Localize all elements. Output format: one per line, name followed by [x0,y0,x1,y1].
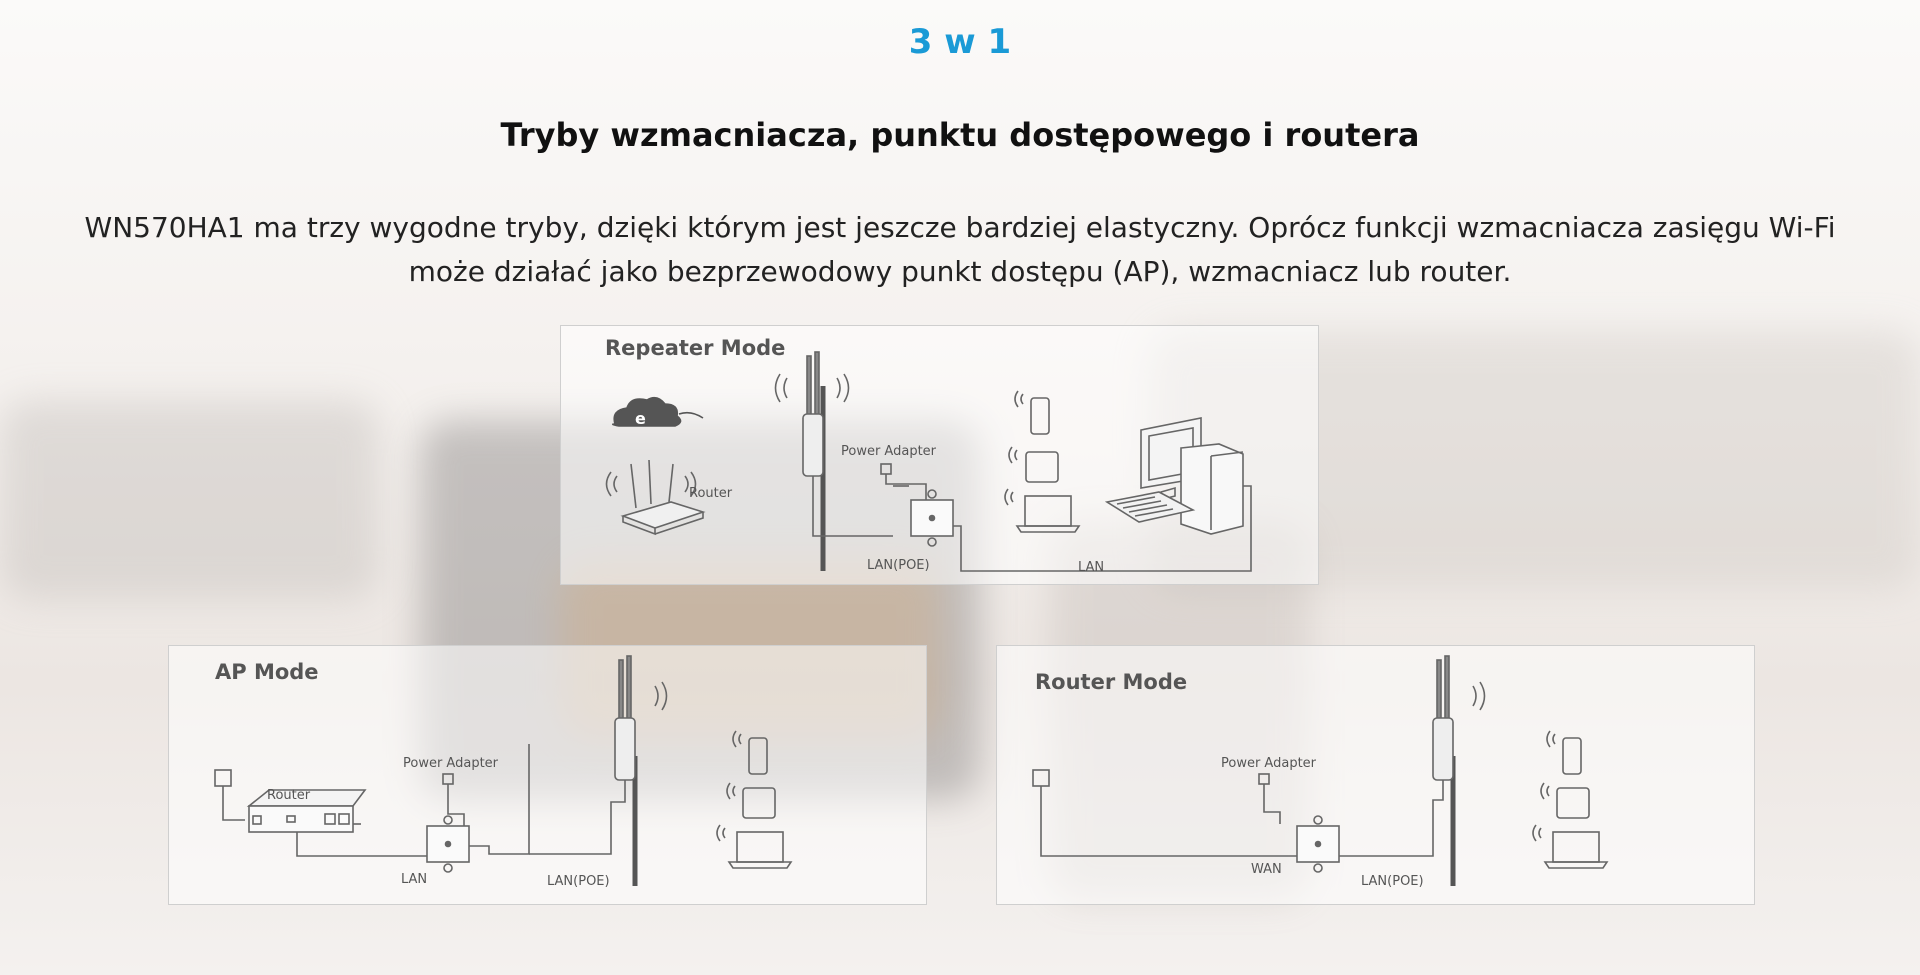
tablet-icon [1009,447,1058,482]
wall-socket-icon [215,770,245,820]
power-adapter-icon [881,464,926,504]
router-mode-title: Router Mode [1035,670,1188,694]
laptop-icon [717,825,791,868]
power-adapter-icon [1259,774,1280,824]
poe-injector-icon [911,490,953,546]
router-lanpoe-label: LAN(POE) [1361,874,1424,889]
router-wan-label: WAN [1251,862,1282,877]
poe-injector-icon [427,816,469,872]
outdoor-ap-icon [776,352,849,488]
svg-text:e: e [635,409,646,428]
repeater-diagram [561,326,1318,584]
router-mode-panel [996,645,1755,905]
smartphone-icon [733,731,767,774]
repeater-mode-title: Repeater Mode [605,336,786,360]
ap-diagram [169,646,926,904]
ap-power-adapter-label: Power Adapter [403,756,499,771]
outdoor-ap-icon [1339,656,1485,856]
tablet-icon [727,783,775,818]
laptop-icon [1005,489,1079,532]
tablet-icon [1541,783,1589,818]
ap-mode-title: AP Mode [215,660,319,684]
section-kicker: 3 w 1 [908,22,1012,62]
ap-lanpoe-label: LAN(POE) [547,874,610,889]
section-title: Tryby wzmacniacza, punktu dostępowego i routera [500,116,1420,154]
ap-mode-panel [168,645,927,905]
section-description [80,206,1840,294]
repeater-power-adapter-label: Power Adapter [841,444,937,459]
description-line-1: WN570HA1 ma trzy wygodne tryby, dzięki którym jest jeszcze bardziej elastyczny. Oprócz funkcji wzmacniacza zasięgu Wi-Fi [84,211,1836,244]
cloud-internet-icon [613,398,703,428]
wall-socket-icon [1033,770,1241,856]
smartphone-icon [1547,731,1581,774]
poe-injector-icon [1297,816,1339,872]
smartphone-icon [1015,391,1049,434]
laptop-icon [1533,825,1607,868]
desktop-pc-icon [1107,418,1243,534]
repeater-lanpoe-label: LAN(POE) [867,558,930,573]
ap-router-label: Router [267,788,311,803]
ap-lan-label: LAN [401,872,428,887]
repeater-router-label: Router [689,486,733,501]
power-adapter-icon [443,774,464,826]
repeater-lan-label: LAN [1078,560,1105,575]
repeater-mode-panel [560,325,1319,585]
router-power-adapter-label: Power Adapter [1221,756,1317,771]
outdoor-ap-icon [529,656,667,854]
description-line-2: może działać jako bezprzewodowy punkt dostępu (AP), wzmacniacz lub router. [408,255,1512,288]
